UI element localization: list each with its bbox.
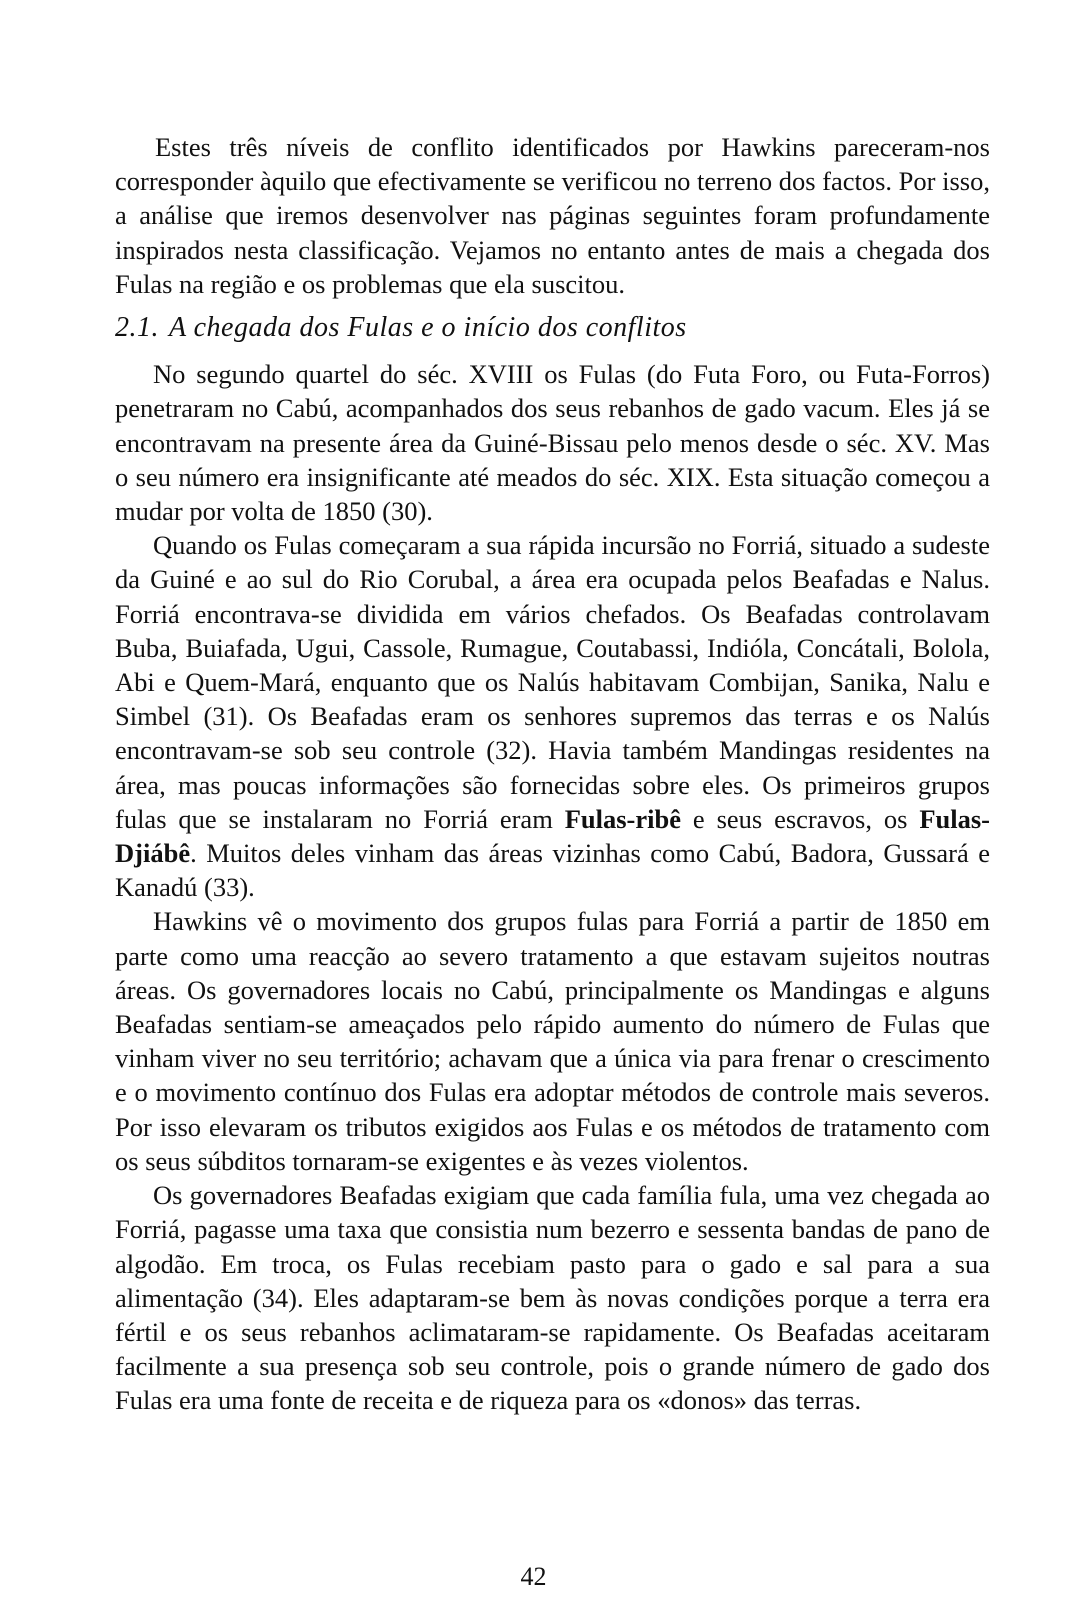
term-fulas-ribe: Fulas-ribê bbox=[564, 803, 682, 834]
page-number: 42 bbox=[520, 1562, 547, 1591]
paragraph-3: Hawkins vê o movimento dos grupos fulas para Forriá a partir de 1850 em parte como uma reacção ao severo tratamento a que estavam sujeitos noutras áreas. Os governadores locais no Cabú, principalmente os Mandingas e alguns Beafadas sentiam-se ameaçados pelo rápido aumento do número de Fulas que vinham viver no seu território; achavam que a única via para frenar o crescimento e o movimento contínuo dos Fulas era adoptar métodos de controle mais severos. Por isso elevaram os tributos exigidos aos Fulas e os métodos de tratamento com os seus súbditos tornaram-se exigentes e às vezes violentos. bbox=[115, 906, 990, 1176]
page-body bbox=[115, 130, 990, 1418]
paragraph-2-part-c: e seus escravos, os bbox=[681, 803, 920, 834]
paragraph-4: Os governadores Beafadas exigiam que cada família fula, uma vez chegada ao Forriá, pagasse uma taxa que consistia num bezerro e sessenta bandas de pano de algodão. Em troca, os Fulas recebiam pasto para o gado e sal para a sua alimentação (34). Eles adaptaram-se bem às novas condições porque a terra era fértil e os seus rebanhos aclimataram-se rapidamente. Os Beafadas aceitaram facilmente a sua presença sob seu controle, pois o grande número de gado dos Fulas era uma fonte de receita e de riqueza para os «donos» das terras. bbox=[115, 1180, 990, 1416]
term-fulas-djiabe: Fulas-Djiábê bbox=[115, 803, 990, 869]
paragraph-1: No segundo quartel do séc. XVIII os Fulas (do Futa Foro, ou Futa-Forros) penetraram no Cabú, acompanhados dos seus rebanhos de gado vacum. Eles já se encontravam na presente área da Guiné-Bissau pelo menos desde o séc. XV. Mas o seu número era insignificante até meados do séc. XIX. Esta situação começou a mudar por volta de 1850 (30). bbox=[115, 359, 990, 527]
section-number: 2.1. bbox=[115, 312, 159, 344]
intro-paragraph: Estes três níveis de conflito identificados por Hawkins pareceram-nos corresponder àquilo que efectivamente se verificou no terreno dos factos. Por isso, a análise que iremos desenvolver nas páginas seguintes foram profundamente inspirados nesta classificação. Vejamos no entanto antes de mais a chegada dos Fulas na região e os problemas que ela suscitou. bbox=[115, 132, 990, 299]
paragraph-2-part-d: . Muitos deles vinham das áreas vizinhas como Cabú, Badora, Gussará e Kanadú (33). bbox=[115, 838, 990, 903]
section-title: A chegada dos Fulas e o início dos conflitos bbox=[169, 312, 687, 344]
paragraph-2 bbox=[115, 528, 990, 904]
section-heading bbox=[115, 311, 990, 345]
paragraph-2-part-a: Quando os Fulas começaram a sua rápida incursão no Forriá, situado a sudeste da Guiné e ao sul do Rio Corubal, a área era ocupada pelos Beafadas e Nalus. Forriá encontrava-se dividida em vários chefados. Os Beafadas controlavam Buba, Buiafada, Ugui, Cassole, Rumague, Coutabassi, Indióla, Concátali, Bolola, Abi e Quem-Mará, enquanto que os Nalús habitavam Combijan, Sanika, Nalu e Simbel (31). Os Beafadas eram os senhores supremos das terras e os Nalús encontravam-se sob seu controle (32). Havia também Mandingas residentes na área, mas poucas informações são fornecidas sobre eles. Os primeiros grupos fulas que se instalaram no Forriá eram bbox=[115, 530, 990, 834]
